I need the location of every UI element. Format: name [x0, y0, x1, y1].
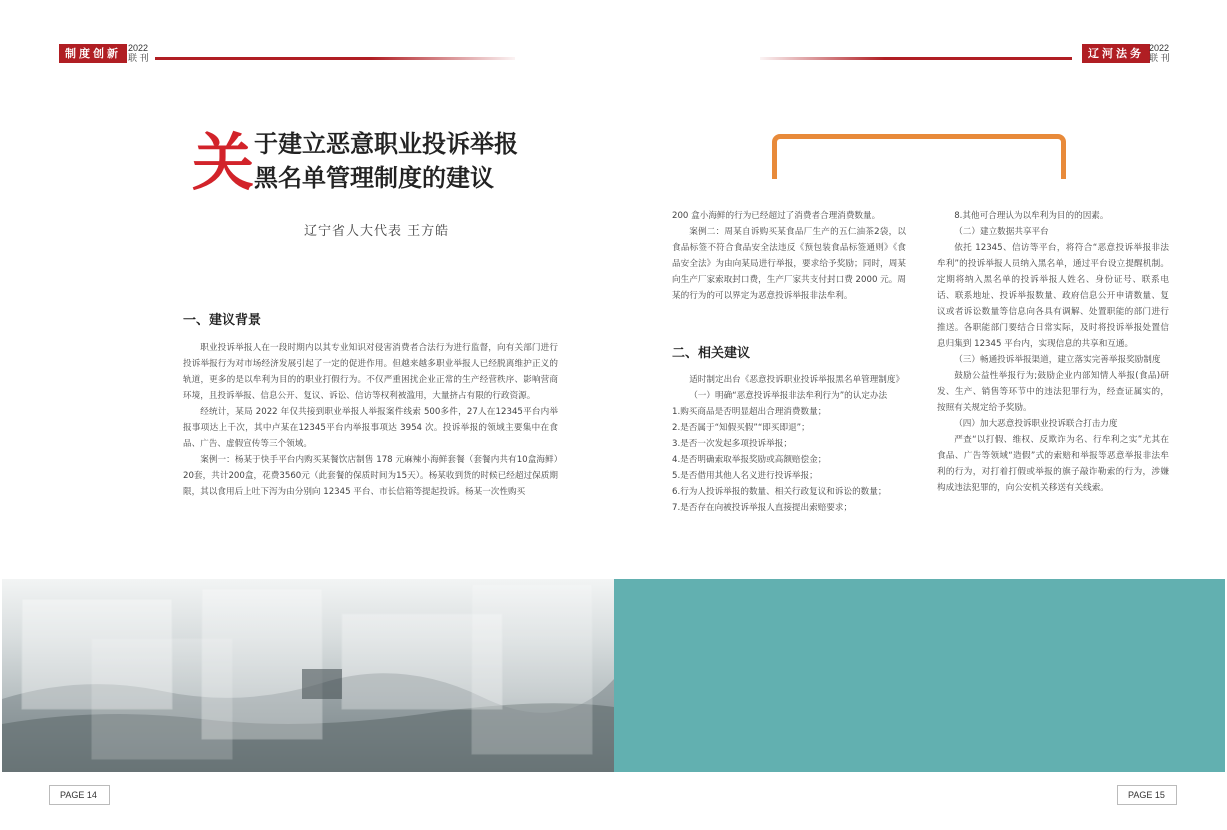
header-rule-right	[760, 57, 1072, 60]
list-item: 6.行为人投诉举报的数量、相关行政复议和诉讼的数量；	[672, 487, 887, 497]
decorative-bracket	[772, 134, 1066, 179]
list-item: 8.其他可合理认为以牟利为目的的因素。	[954, 211, 1109, 221]
subheading: （四）加大恶意投诉职业投诉联合打击力度	[954, 419, 1118, 429]
list-item: 3.是否一次发起多项投诉举报；	[672, 439, 792, 449]
list-item: 2.是否属于“知假买假”“即买即退”；	[672, 423, 810, 433]
paragraph: 适时制定出台《恶意投诉职业投诉举报黑名单管理制度》	[689, 375, 905, 385]
list-item: 4.是否明确索取举报奖励或高额赔偿金；	[672, 455, 827, 465]
page-number-right: PAGE 15	[1117, 785, 1177, 805]
subheading: （二）建立数据共享平台	[954, 227, 1049, 237]
issue-year-right: 2022	[1149, 43, 1170, 53]
list-item: 1.购买商品是否明显超出合理消费数量；	[672, 407, 827, 417]
header-rule-left	[155, 57, 515, 60]
paragraph: 200 盒小海鲜的行为已经超过了消费者合理消费数量。	[672, 211, 881, 221]
left-column-body	[183, 340, 558, 500]
subheading: （一）明确“恶意投诉举报非法牟利行为”的认定办法	[689, 391, 888, 401]
section-heading-suggestions: 二、相关建议	[672, 346, 751, 361]
decorative-landscape-photo	[2, 579, 614, 772]
section-tag-left: 制度创新	[59, 44, 127, 63]
glass-panels-illustration	[2, 579, 614, 772]
issue-year-left: 2022	[128, 43, 149, 53]
paragraph: 严查“以打假、维权、反欺诈为名、行牟利之实”尤其在食品、广告等领域“造假”式的索赔和举报等恶意举报非法牟利的行为，对打着打假或举报的旗子敲诈勒索的行为，涉嫌构成违法犯罪的，向公安机关移送有关线索。	[937, 435, 1169, 493]
issue-sub-left: 联 刊	[128, 53, 149, 63]
paragraph: 依托 12345、信访等平台，将符合“恶意投诉举报非法牟利”的投诉举报人员纳入黑名单，通过平台设立提醒机制。定期将纳入黑名单的投诉举报人姓名、身份证号、联系电话、联系地址、投诉举报数量、政府信息公开申请数量、复议或者诉讼数量等信息向各具有调解、处置职能的部门进行推送。各职能部门要结合日常实际，及时将投诉举报处置信息归集到 12345 平台内，实现信息的共享和互通。	[937, 243, 1169, 349]
list-item: 5.是否借用其他人名义进行投诉举报；	[672, 471, 818, 481]
issue-sub-right: 联 刊	[1149, 53, 1170, 63]
paragraph: 案例一：杨某于快手平台内购买某餐饮店制售 178 元麻辣小海鲜套餐（套餐内共有10盒海鲜）20套，共计200盒，花费3560元（此套餐的保质时间为15天）。杨某收到货的时候已经超过保质期限，其以食用后上吐下泻为由分别向 12345 平台、市长信箱等提起投诉。杨某一次性购买	[183, 455, 558, 497]
right-column-body	[937, 208, 1169, 496]
paragraph: 经统计，某局 2022 年仅共接到职业举报人举报案件线索 500多件，27人在12345平台内举报事项达上千次，其中卢某在12345平台内举报事项达 3954 次。投诉举报的领域主要集中在食品、广告、虚假宣传等三个领域。	[183, 407, 558, 449]
article-title-line-2: 黑名单管理制度的建议	[254, 164, 494, 192]
middle-column-top	[672, 208, 906, 304]
decorative-teal-panel	[614, 579, 1225, 772]
title-drop-character: 关	[192, 126, 255, 199]
page-number-left: PAGE 14	[49, 785, 110, 805]
paragraph: 职业投诉举报人在一段时期内以其专业知识对侵害消费者合法行为进行监督，向有关部门进行投诉举报行为对市场经济发展引起了一定的促进作用。但越来越多职业举报人已经脱离维护正义的轨道，更多的是以牟利为目的的职业打假行为。不仅严重困扰企业正常的生产经营秩序、影响营商环境，且投诉举报、信息公开、复议、诉讼、信访等权利被滥用，大量挤占有限的行政资源。	[183, 343, 558, 401]
paragraph: 案例二：周某自诉购买某食品厂生产的五仁油茶2袋，以食品标签不符合食品安全法违反《预包装食品标签通则》《食品安全法》为由向某局进行举报，要求给予奖励；同时，周某向生产厂家索取封口费，生产厂家共支付封口费 2000 元。周某的行为的可以界定为恶意投诉举报非法牟利。	[672, 227, 906, 301]
article-author: 辽宁省人大代表 王方皓	[304, 224, 450, 239]
section-heading-background: 一、建议背景	[183, 313, 262, 328]
subheading: （三）畅通投诉举报渠道，建立落实完善举报奖励制度	[954, 355, 1161, 365]
article-title-line-1: 于建立恶意职业投诉举报	[254, 130, 518, 158]
paragraph: 鼓励公益性举报行为;鼓励企业内部知情人举报(食品)研发、生产、销售等环节中的违法犯罪行为，经查证属实的，按照有关规定给予奖励。	[937, 371, 1169, 413]
section-tag-right: 辽河法务	[1082, 44, 1150, 63]
list-item: 7.是否存在向被投诉举报人直接提出索赔要求；	[672, 503, 853, 513]
middle-column-bottom	[672, 372, 906, 516]
